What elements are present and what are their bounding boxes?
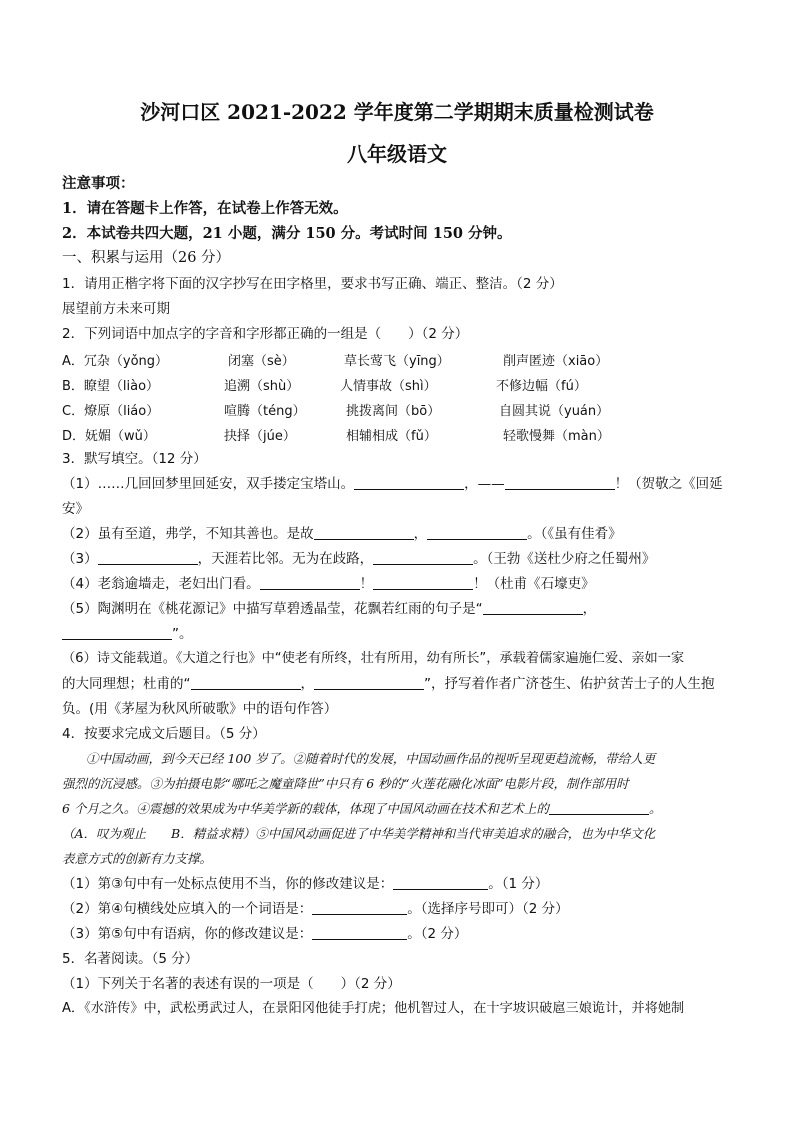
answer-blank[interactable]: [354, 475, 464, 490]
answer-blank[interactable]: [312, 900, 407, 915]
answer-blank[interactable]: [62, 625, 172, 640]
q2-a2: 闭塞（sè）: [228, 354, 295, 369]
answer-blank[interactable]: [373, 575, 473, 590]
section-1-heading: 一、积累与运用（26 分）: [62, 250, 231, 266]
q4-sub-3: （3）第⑤句中有语病，你的修改建议是： 。（2 分）: [62, 926, 468, 942]
q5-sub-1: （1）下列关于名著的表述有误的一项是（ ）（2 分）: [62, 976, 401, 992]
notes-heading: 注意事项：: [62, 175, 135, 192]
q4-stem: 4．按要求完成文后题目。（5 分）: [62, 726, 266, 742]
q3-line-6b: 的大同理想；杜甫的“ ， ”，抒写着作者广济苍生、佑护贫苦士子的人生抱: [62, 676, 715, 692]
answer-blank[interactable]: [312, 925, 407, 940]
answer-blank[interactable]: [483, 600, 583, 615]
q2-c2: 喧腾（téng）: [224, 404, 306, 419]
answer-blank[interactable]: [549, 800, 649, 815]
q4-passage-2: 强烈的沉浸感。③为拍摄电影“哪吒之魔童降世”中只有 6 秒的“火莲花融化冰面”电影片段，制作部用时: [62, 776, 629, 791]
answer-blank[interactable]: [314, 525, 414, 540]
note-1: 1．请在答题卡上作答，在试卷上作答无效。: [62, 200, 348, 217]
answer-blank[interactable]: [505, 475, 615, 490]
q2-b3: 人情事故（shì）: [340, 379, 437, 394]
exam-title: 沙河口区 2021-2022 学年度第二学期期末质量检测试卷: [140, 100, 654, 124]
answer-blank[interactable]: [260, 575, 360, 590]
q3-stem: 3．默写填空。（12 分）: [62, 451, 207, 467]
q3-line-6: （6）诗文能载道。《大道之行也》中“使老有所终，壮有所用，幼有所长”，承载着儒家遍施仁爱、亲如一家: [62, 651, 685, 666]
q2-b2: 追溯（shù）: [224, 379, 300, 394]
q1-text: 展望前方未来可期: [62, 301, 170, 317]
q1-stem: 1．请用正楷字将下面的汉字抄写在田字格里，要求书写正确、端正、整洁。（2 分）: [62, 276, 563, 292]
note-2: 2．本试卷共四大题，21 小题，满分 150 分。考试时间 150 分钟。: [62, 225, 512, 242]
q2-a4: 削声匿迹（xiāo）: [503, 354, 609, 369]
q2-d1: D．妩媚（wǔ）: [62, 429, 156, 444]
answer-blank[interactable]: [393, 875, 488, 890]
q2-d4: 轻歌慢舞（màn）: [503, 429, 610, 444]
q2-d3: 相辅相成（fǔ）: [346, 429, 437, 444]
q2-a1: A．冗杂（yǒng）: [62, 354, 169, 369]
q5-stem: 5．名著阅读。（5 分）: [62, 951, 199, 967]
q3-line-2: （2）虽有至道，弗学，不知其善也。是故 ， 。（《虽有佳肴》: [62, 526, 622, 542]
q4-passage-3: 6 个月之久。④震撼的效果成为中华美学新的载体，体现了中国风动画在技术和艺术上的 。: [62, 801, 662, 816]
q2-c3: 挑拨离间（bō）: [346, 404, 441, 419]
q4-passage-1: ①中国动画，到今天已经 100 岁了。②随着时代的发展，中国动画作品的视听呈现更趋流畅，带给人更: [86, 751, 656, 766]
answer-blank[interactable]: [98, 550, 198, 565]
q4-sub-2: （2）第④句横线处应填入的一个词语是： 。（选择序号即可）（2 分）: [62, 901, 569, 917]
q2-stem: 2．下列词语中加点字的字音和字形都正确的一组是（ ）（2 分）: [62, 326, 469, 342]
answer-blank[interactable]: [373, 550, 473, 565]
q3-line-4: （4）老翁逾墙走，老妇出门看。 ！ ！（杜甫《石壕吏》: [62, 576, 595, 592]
q4-passage-4: （A．叹为观止 B．精益求精）⑤中国风动画促进了中华美学精神和当代审美追求的融合，也为中华文化: [62, 826, 656, 841]
q4-sub-1: （1）第③句中有一处标点使用不当，你的修改建议是： 。（1 分）: [62, 876, 549, 892]
q3-line-3: （3） ，天涯若比邻。无为在歧路， 。（王勃《送杜少府之任蜀州》: [62, 551, 656, 567]
q3-line-1: （1）……几回回梦里回延安，双手搂定宝塔山。 ，—— ！（贺敬之《回延: [62, 476, 723, 492]
q3-line-5: （5）陶渊明在《桃花源记》中描写草碧透晶莹，花飘若红雨的句子是“ ，: [62, 601, 597, 617]
exam-subtitle: 八年级语文: [347, 142, 447, 166]
q3-line-6c: 负。(用《茅屋为秋风所破歌》中的语句作答）: [62, 701, 338, 717]
q5-option-a: A．《水浒传》中，武松勇武过人，在景阳冈他徒手打虎；他机智过人，在十字坡识破扈三娘诡计，并将她制: [62, 1001, 685, 1016]
answer-blank[interactable]: [427, 525, 527, 540]
q2-a3: 草长莺飞（yīng）: [344, 354, 450, 369]
q2-b1: B．瞭望（liào）: [62, 379, 160, 394]
q2-c4: 自圆其说（yuán）: [499, 404, 610, 419]
answer-blank[interactable]: [191, 675, 301, 690]
q2-b4: 不修边幅（fú）: [496, 379, 587, 394]
q2-d2: 抉择（júe）: [224, 429, 296, 444]
q4-passage-5: 表意方式的创新有力支撑。: [62, 851, 213, 866]
q3-line-5b: ”。: [62, 625, 754, 643]
q3-line-1b: 安》: [62, 501, 89, 517]
answer-blank[interactable]: [314, 675, 424, 690]
q2-c1: C．燎原（liáo）: [62, 404, 160, 419]
